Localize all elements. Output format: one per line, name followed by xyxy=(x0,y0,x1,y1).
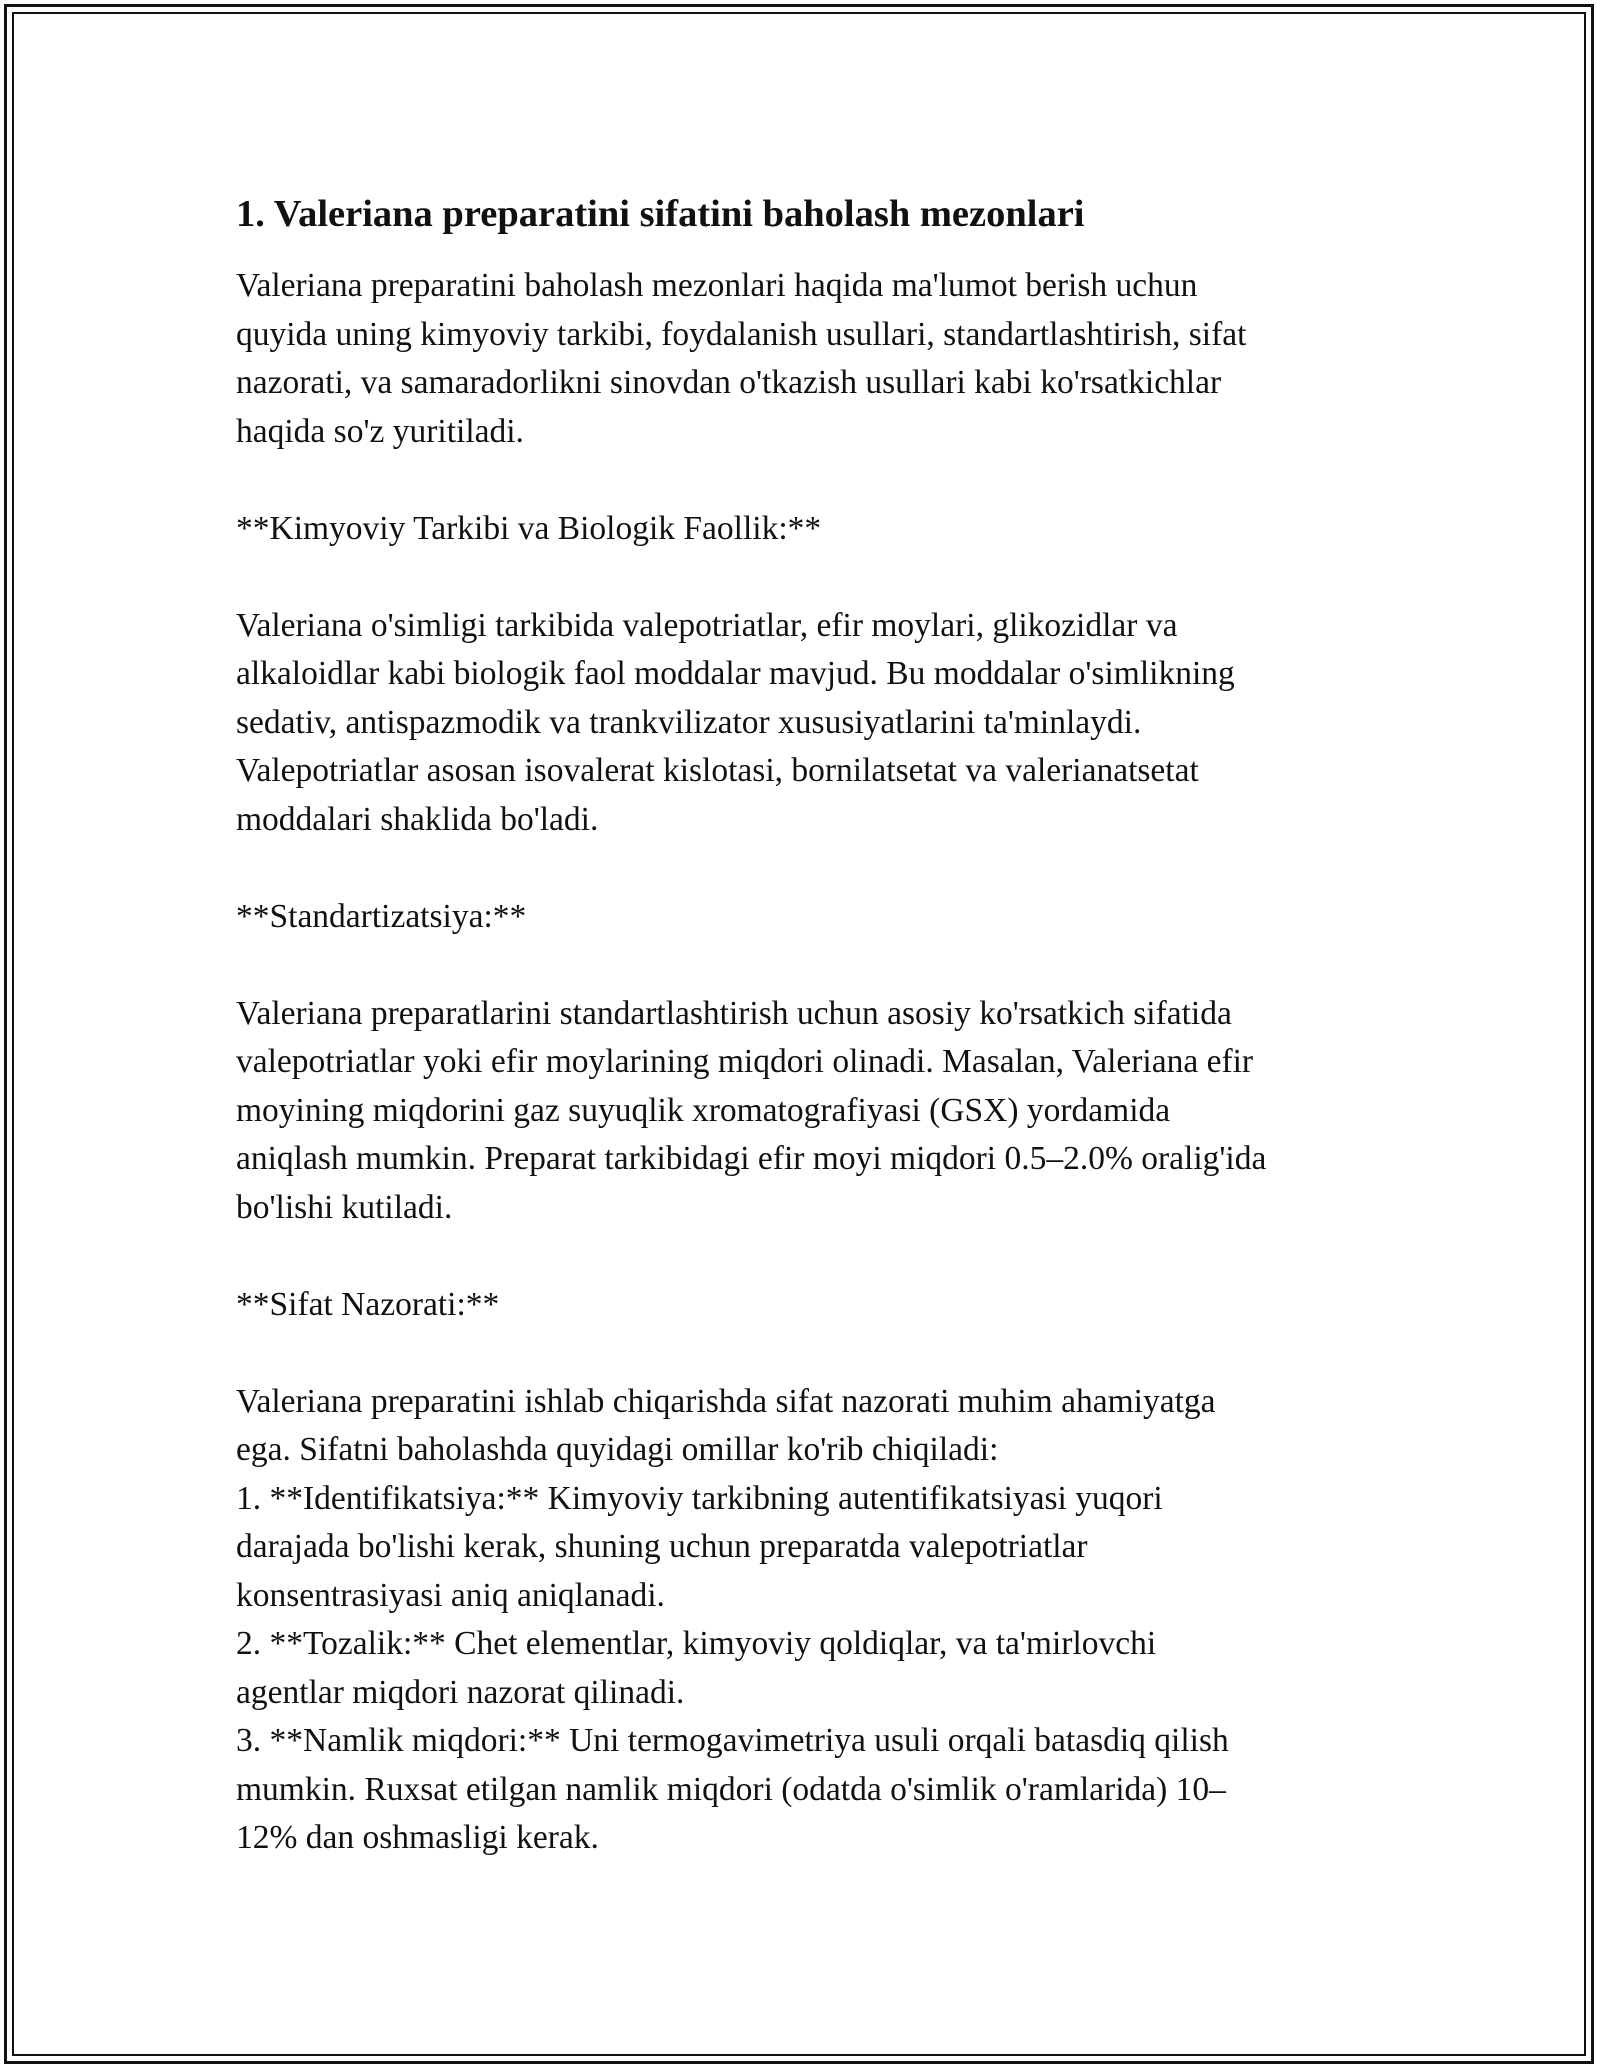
section-heading-chemical-composition: **Kimyoviy Tarkibi va Biologik Faollik:** xyxy=(236,509,822,547)
paragraph-gap xyxy=(236,553,1376,602)
section-body-standardization: Valeriana preparatlarini standartlashtirish uchun asosiy ko'rsatkich sifatida valepotriatlar yoki efir moylarining miqdori olinadi. Masalan, Valeriana efir moyining miqdorini gaz suyuqlik xromatografiyasi (GSX) yordamida aniqlash mumkin. Preparat tarkibidagi efir moyi miqdori 0.5–2.0% oralig'ida bo'lishi kutiladi. xyxy=(236,994,1267,1226)
paragraph-gap xyxy=(236,1329,1376,1378)
paragraph-gap xyxy=(236,456,1376,505)
paragraph-gap xyxy=(236,941,1376,990)
document-page xyxy=(236,186,1376,1863)
paragraph-gap xyxy=(236,1232,1376,1281)
paragraph-gap xyxy=(236,844,1376,893)
document-title: 1. Valeriana preparatini sifatini baholash mezonlari xyxy=(236,193,1085,235)
section-body-chemical-composition: Valeriana o'simligi tarkibida valepotriatlar, efir moylari, glikozidlar va alkaloidlar kabi biologik faol moddalar mavjud. Bu moddalar o'simlikning sedativ, antispazmodik va trankvilizator xususiyatlarini ta'minlaydi. Valepotriatlar asosan isovalerat kislotasi, bornilatsetat va valerianatsetat moddalari shaklida bo'ladi. xyxy=(236,606,1235,838)
section-body-quality-control: Valeriana preparatini ishlab chiqarishda sifat nazorati muhim ahamiyatga ega. Sifatni baholashda quyidagi omillar ko'rib chiqiladi: 1. **Identifikatsiya:** Kimyoviy tarkibning autentifikatsiyasi yuqori darajada bo'lishi kerak, shuning uchun preparatda valepotriatlar konsentrasiyasi aniq aniqlanadi. 2. **Tozalik:** Chet elementlar, kimyoviy qoldiqlar, va ta'mirlovchi agentlar miqdori nazorat qilinadi. 3. **Namlik miqdori:** Uni termogavimetriya usuli orqali batasdiq qilish mumkin. Ruxsat etilgan namlik miqdori (odatda o'simlik o'ramlarida) 10– 12% dan oshmasligi kerak. xyxy=(236,1382,1229,1856)
section-heading-quality-control: **Sifat Nazorati:** xyxy=(236,1285,500,1323)
section-heading-standardization: **Standartizatsiya:** xyxy=(236,897,527,935)
intro-paragraph: Valeriana preparatini baholash mezonlari haqida ma'lumot berish uchun quyida uning kimyoviy tarkibi, foydalanish usullari, standartlashtirish, sifat nazorati, va samaradorlikni sinovdan o'tkazish usullari kabi ko'rsatkichlar haqida so'z yuritiladi. xyxy=(236,267,1247,450)
